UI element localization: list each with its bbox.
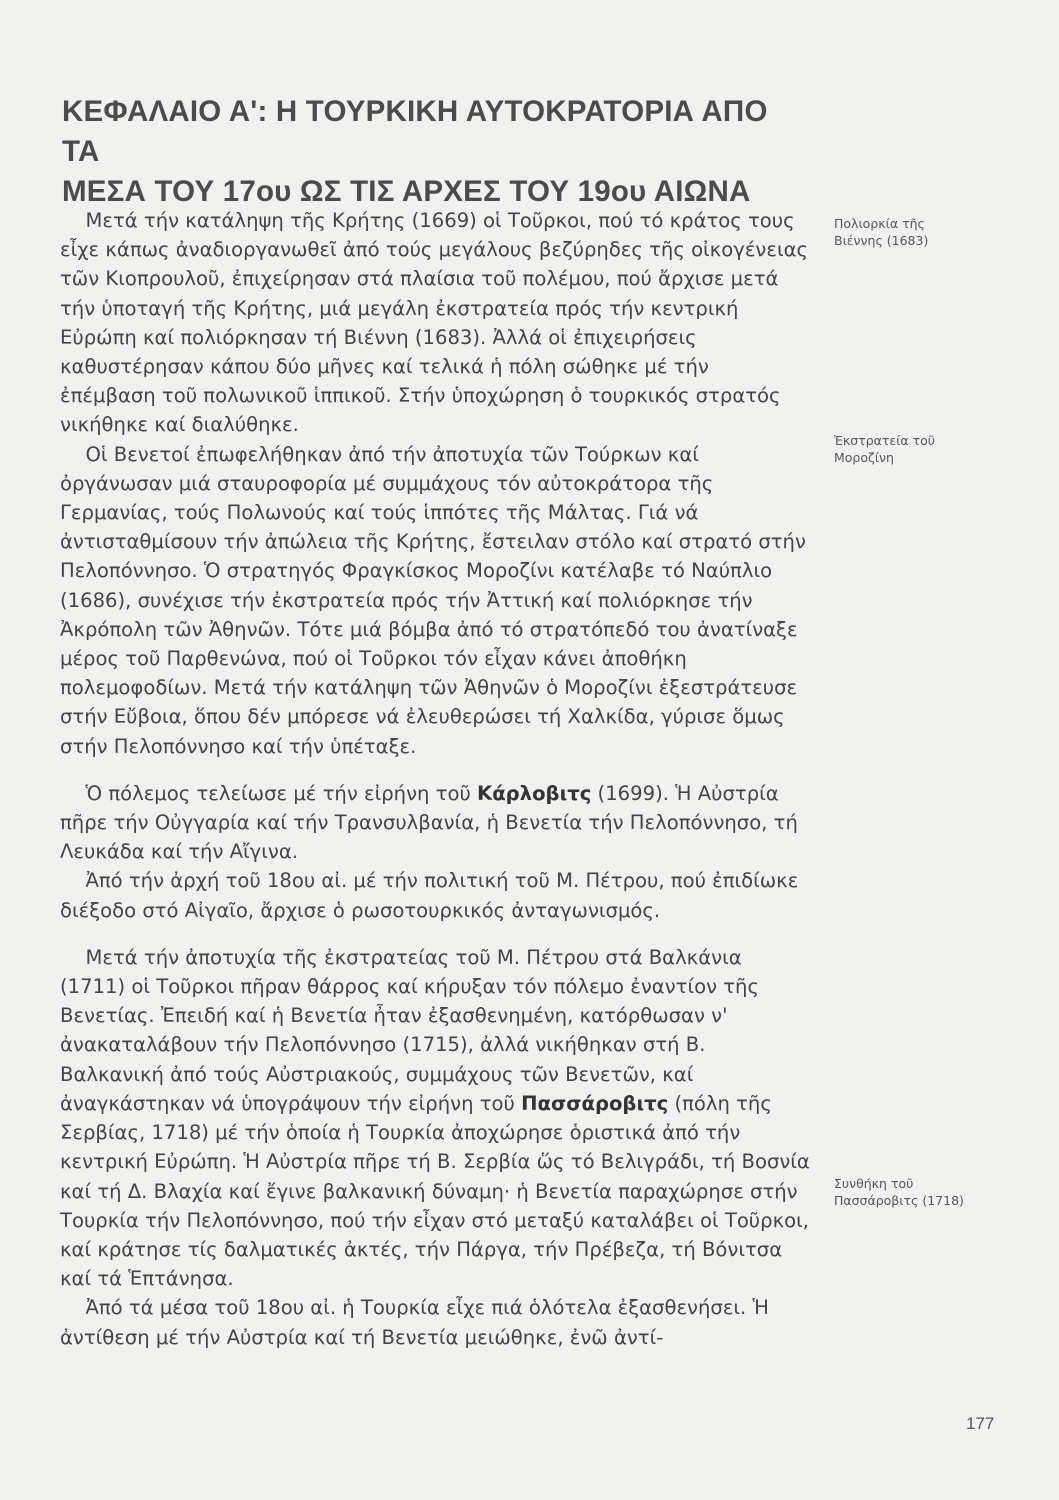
paragraph-passarowitz-text-b: (πόλη τῆς Σερβίας, 1718) μέ τήν ὁποία ἡ Τουρκία ἀποχώρησε ὁριστικά ἀπό τήν κεντρική Εὐρώπη. Ἡ Αὐστρία πῆρε τή Β. Σερβία ὥς τό Βελιγράδι, τή Βοσνία καί τή Δ. Βλαχία καί ἔγινε βαλκανική δύναμη· ἡ Βενετία παραχώρησε στήν Τουρκία τήν Πελοπόννησο, πού τήν εἶχαν στό μεταξύ καταλάβει οἱ Τοῦρκοι, καί κράτησε τίς δαλματικές ἀκτές, τήν Πάργα, τήν Πρέβεζα, τή Βόνιτσα καί τά Ἑπτάνησα.: [60, 1091, 810, 1291]
chapter-title-line-1: ΚΕΦΑΛΑΙΟ Α': Η ΤΟΥΡΚΙΚΗ ΑΥΤΟΚΡΑΤΟΡΙΑ ΑΠΟ ΤΑ: [62, 95, 768, 168]
paragraph-peter-the-great: Ἀπό τήν ἀρχή τοῦ 18ου αἰ. μέ τήν πολιτική τοῦ Μ. Πέτρου, πού ἐπιδίωκε διέξοδο στό Αἰγαῖο, ἄρχισε ὁ ρωσοτουρκικός ἀνταγωνισμός.: [60, 869, 799, 922]
margin-note-morosini-line-2: Μοροζίνη: [834, 450, 894, 465]
paragraph-passarowitz-text-a: Μετά τήν ἀποτυχία τῆς ἐκστρατείας τοῦ Μ. Πέτρου στά Βαλκάνια (1711) οἱ Τοῦρκοι πῆραν θάρρος καί κήρυξαν τόν πόλεμο ἐναντίον τῆς Βενετίας. Ἐπειδή καί ἡ Βενετία ἦταν ἐξασθενημένη, κατόρθωσαν ν' ἀνακαταλάβουν τήν Πελοπόννησο (1715), ἀλλά νικήθηκαν στή Β. Βαλκανική ἀπό τούς Αὐστριακούς, συμμάχους τῶν Βενετῶν, καί ἀναγκάστηκαν νά ὑπογράψουν τήν εἰρήνη τοῦ: [60, 945, 759, 1115]
margin-note-morosini-campaign: [834, 432, 1024, 466]
paragraph-passarowitz: [60, 943, 810, 1293]
paragraph-morosini: Οἱ Βενετοί ἐπωφελήθηκαν ἀπό τήν ἀποτυχία τῶν Τούρκων καί ὀργάνωσαν μιά σταυροφορία μέ συμμάχους τόν αὐτοκράτορα τῆς Γερμανίας, τούς Πολωνούς καί τούς ἱππότες τῆς Μάλτας. Γιά νά ἀντισταθμίσουν τήν ἀπώλεια τῆς Κρήτης, ἔστειλαν στόλο καί στρατό στήν Πελοπόννησο. Ὁ στρατηγός Φραγκίσκος Μοροζίνι κατέλαβε τό Ναύπλιο (1686), συνέχισε τήν ἐκστρατεία πρός τήν Ἀττική καί πολιόρκησε τήν Ἀκρόπολη τῶν Ἀθηνῶν. Τότε μιά βόμβα ἀπό τό στρατόπεδό του ἀνατίναξε μέρος τοῦ Παρθενώνα, πού οἱ Τοῦρκοι τόν εἶχαν κάνει ἀποθήκη πολεμοφοδίων. Μετά τήν κατάληψη τῶν Ἀθηνῶν ὁ Μοροζίνι ἐξεστράτευσε στήν Εὔβοια, ὅπου δέν μπόρεσε νά ἐλευθερώσει τή Χαλκίδα, γύρισε ὅμως στήν Πελοπόννησο καί τήν ὑπέταξε.: [60, 442, 806, 758]
margin-note-passarowitz-line-1: Συνθήκη τοῦ: [834, 1176, 914, 1191]
chapter-title: [62, 92, 802, 212]
passarowitz-term: Πασσάροβιτς: [521, 1091, 669, 1115]
margin-note-morosini-line-1: Ἐκστρατεία τοῦ: [834, 433, 936, 448]
margin-note-vienna-line-2: Βιέννης (1683): [834, 233, 929, 248]
margin-note-passarowitz-line-2: Πασσάροβιτς (1718): [834, 1193, 964, 1208]
body-text: [60, 206, 810, 1352]
paragraph-karlowitz: [60, 779, 810, 867]
chapter-title-line-2: ΜΕΣΑ ΤΟΥ 17ου ΩΣ ΤΙΣ ΑΡΧΕΣ ΤΟΥ 19ου ΑΙΩΝΑ: [62, 175, 751, 208]
paragraph-karlowitz-text-b: (1699). Ἡ Αὐστρία πῆρε τήν Οὐγγαρία καί τήν Τρανσυλβανία, ἡ Βενετία τήν Πελοπόννησο, τή Λευκάδα καί τήν Αἴγινα.: [60, 781, 798, 864]
paragraph-vienna: Μετά τήν κατάληψη τῆς Κρήτης (1669) οἱ Τοῦρκοι, πού τό κράτος τους εἶχε κάπως ἀναδιοργανωθεῖ ἀπό τούς μεγάλους βεζύρηδες τῆς οἰκογένειας τῶν Κιοπρουλοῦ, ἐπιχείρησαν στά πλαίσια τοῦ πολέμου, πού ἄρχισε μετά τήν ὑποταγή τῆς Κρήτης, μιά μεγάλη ἐκστρατεία πρός τήν κεντρική Εὐρώπη καί πολιόρκησαν τή Βιέννη (1683). Ἀλλά οἱ ἐπιχειρήσεις καθυστέρησαν κάπου δύο μῆνες καί τελικά ἡ πόλη σώθηκε μέ τήν ἐπέμβαση τοῦ πολωνικοῦ ἱππικοῦ. Στήν ὑποχώρηση ὁ τουρκικός στρατός νικήθηκε καί διαλύθηκε.: [60, 209, 808, 437]
margin-note-vienna-siege: [834, 215, 1024, 249]
margin-note-passarowitz-treaty: [834, 1175, 1024, 1209]
paragraph-decline: Ἀπό τά μέσα τοῦ 18ου αἰ. ἡ Τουρκία εἶχε πιά ὁλότελα ἐξασθενήσει. Ἡ ἀντίθεση μέ τήν Αὐστρία καί τή Βενετία μειώθηκε, ἐνῶ ἀντί-: [60, 1296, 769, 1349]
margin-note-vienna-line-1: Πολιορκία τῆς: [834, 216, 925, 231]
paragraph-karlowitz-text-a: Ὁ πόλεμος τελείωσε μέ τήν εἰρήνη τοῦ: [85, 781, 478, 805]
page-number: 177: [966, 1414, 995, 1433]
karlowitz-term: Κάρλοβιτς: [477, 781, 592, 805]
